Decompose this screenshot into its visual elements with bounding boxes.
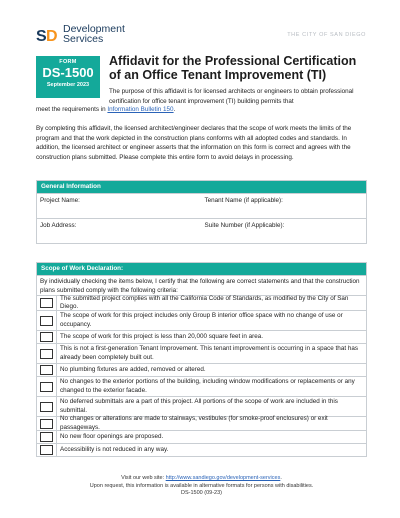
checklist-item-text: Accessibility is not reduced in any way. xyxy=(60,445,169,453)
form-id-badge xyxy=(36,56,100,98)
checkbox[interactable] xyxy=(40,332,53,342)
checklist-item-text: The scope of work for this project is less than 20,000 square feet in area. xyxy=(60,332,264,340)
purpose-text: The purpose of this affidavit is for licensed architects or engineers to obtain professional certification for office tenant improvement (TI) building permits that xyxy=(109,88,354,105)
checklist-item-text: The submitted project complies with all the California Code of Standards, as modified by the City of San Diego. xyxy=(60,294,349,310)
checkbox[interactable] xyxy=(40,382,53,392)
general-info-row xyxy=(37,218,366,243)
checklist-item xyxy=(37,343,366,363)
tenant-name-field[interactable]: Tenant Name (if applicable): xyxy=(204,197,283,204)
page-title: Affidavit for the Professional Certification of an Office Tenant Improvement (TI) xyxy=(109,54,357,82)
checkbox[interactable] xyxy=(40,419,53,429)
checkbox[interactable] xyxy=(40,445,53,455)
website-label: Visit our web site: xyxy=(121,475,166,481)
purpose-continuation xyxy=(36,105,371,115)
checkbox[interactable] xyxy=(40,349,53,359)
job-address-field[interactable]: Job Address: xyxy=(40,222,77,229)
general-info-row xyxy=(37,193,366,218)
info-bulletin-link[interactable]: Information Bulletin 150 xyxy=(107,106,174,113)
logo-wordmark xyxy=(63,24,125,44)
svg-text:D: D xyxy=(46,28,58,45)
intro-paragraph: By completing this affidavit, the licensed architect/engineer declares that the scope of work meets the limits of the program and that the work depicted in the construction plans conforms with all adopted codes and standards. In addition, the licensed architect or engineer asserts that the information on this form is correct and agrees with the construction plans submitted. Please complete this entire form to avoid delays in processing. xyxy=(36,125,352,161)
checklist-item-text: No changes to the exterior portions of the building, including window modifications or replacements or any changed to the exterior facade. xyxy=(60,378,355,394)
checklist-item xyxy=(37,396,366,416)
checkbox[interactable] xyxy=(40,365,53,375)
purpose-tail-text: meet the requirements in xyxy=(36,106,108,113)
form-label: FORM xyxy=(59,59,77,65)
logo-line-1: Development xyxy=(63,23,125,35)
page-footer xyxy=(36,475,367,498)
accessibility-note: Upon request, this information is available in alternative formats for persons with disabilities. xyxy=(89,482,314,489)
sd-logo-icon xyxy=(36,24,62,46)
page-header xyxy=(36,24,366,48)
checklist-item xyxy=(37,363,366,376)
checklist-item xyxy=(37,443,366,456)
website-line xyxy=(36,475,367,483)
checklist-item xyxy=(37,330,366,343)
checkbox[interactable] xyxy=(40,298,53,308)
city-name: THE CITY OF SAN DIEGO xyxy=(287,32,366,38)
logo-line-2: Services xyxy=(63,33,104,45)
form-code: DS-1500 (09-23) xyxy=(181,490,222,496)
checklist-item-text: No plumbing fixtures are added, removed or altered. xyxy=(60,365,206,373)
checkbox[interactable] xyxy=(40,432,53,442)
general-information-section xyxy=(36,180,367,244)
checklist-item-text: No changes or alterations are made to stairways, vestibules (for smoke-proof enclosures) or exit passageways. xyxy=(60,415,328,431)
checklist-item xyxy=(37,295,366,310)
form-number: DS-1500 xyxy=(42,65,94,80)
website-link[interactable]: http://www.sandiego.gov/development-services xyxy=(165,475,281,481)
svg-text:S: S xyxy=(36,28,47,45)
general-information-heading: General Information xyxy=(37,181,366,193)
website-end: . xyxy=(280,475,282,481)
purpose-tail-end: . xyxy=(173,106,176,113)
checklist-item xyxy=(37,416,366,430)
checklist-item xyxy=(37,376,366,396)
checklist-item-text: The scope of work for this project includes only Group B interior office space with no change of use or occupancy. xyxy=(60,312,343,328)
suite-number-field[interactable]: Suite Number (if Applicable): xyxy=(204,222,285,229)
project-name-field[interactable]: Project Name: xyxy=(40,197,80,204)
scope-of-work-section xyxy=(36,262,367,457)
checklist-item xyxy=(37,430,366,443)
form-date: September 2023 xyxy=(46,82,90,88)
checkbox[interactable] xyxy=(40,402,53,412)
checkbox[interactable] xyxy=(40,316,53,326)
scope-intro: By individually checking the items below, I certify that the following are correct statements and that the construction plans submitted comply with the following criteria: xyxy=(37,275,366,295)
checklist-item xyxy=(37,310,366,330)
scope-of-work-heading: Scope of Work Declaration: xyxy=(37,263,366,275)
checklist-item-text: This is not a first-generation Tenant Improvement. This tenant improvement is occurring in a space that has already been completely built out. xyxy=(60,345,358,361)
checklist-item-text: No new floor openings are proposed. xyxy=(60,432,164,440)
checklist-item-text: No deferred submittals are a part of this project. All portions of the scope of work are included in this submittal. xyxy=(60,398,338,414)
